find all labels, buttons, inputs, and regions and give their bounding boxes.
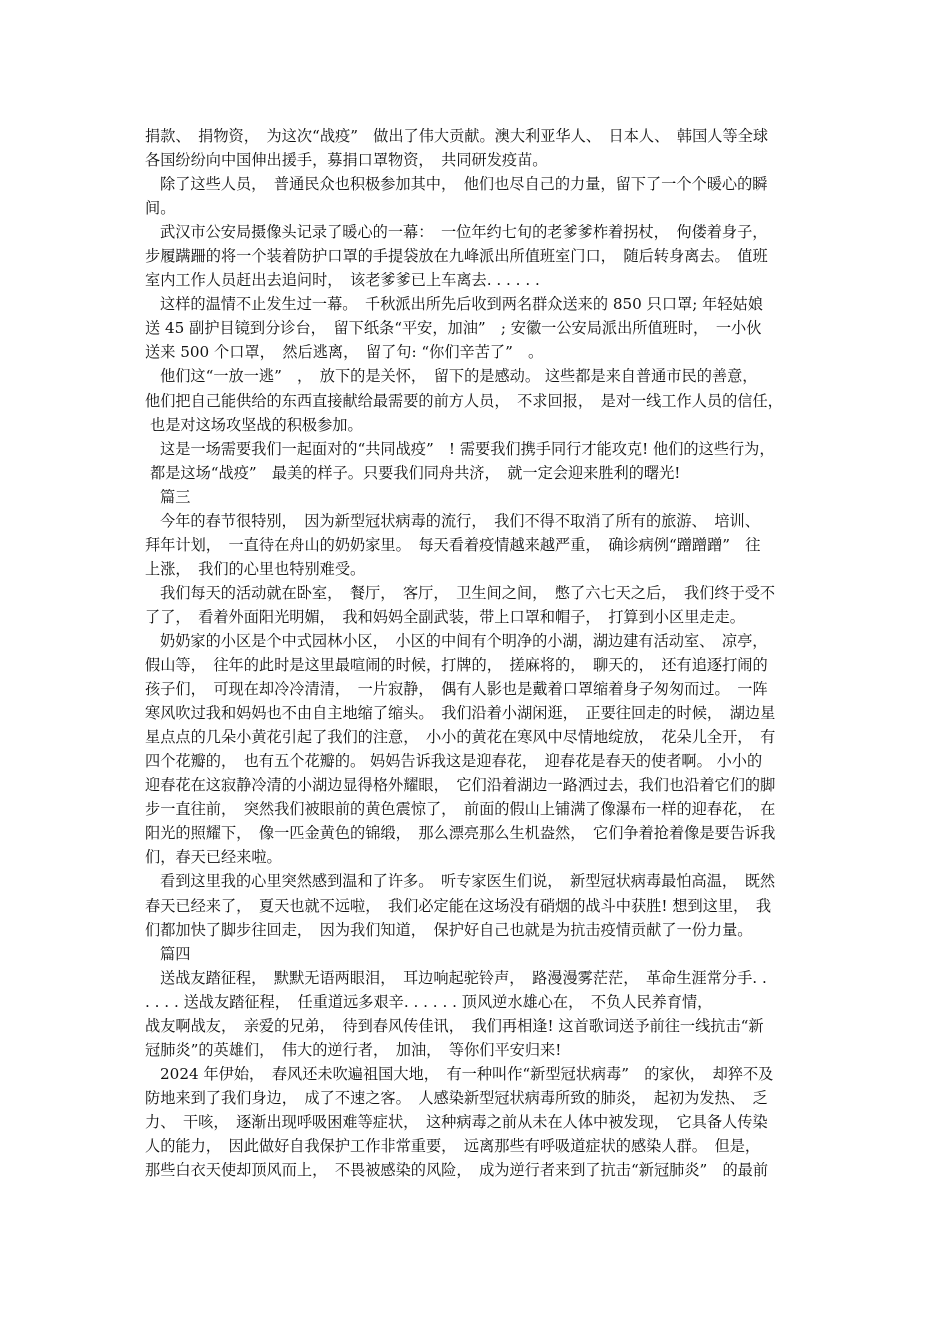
text-line: 春天已经来了， 夏天也就不远啦， 我们必定能在这场没有硝烟的战斗中获胜! 想到这里， 我 [145,896,772,915]
text-line: 都是这场“战疫” 最美的样子。只要我们同舟共济， 就一定会迎来胜利的曙光! [150,463,681,482]
text-line: 拜年计划， 一直待在舟山的奶奶家里。 每天看着疫情越来越严重， 确诊病例“蹭蹭蹭” 往 [145,535,761,554]
text-line: 们，春天已经来啦。 [145,848,282,867]
text-line: 室内工作人员赶出去追问时， 该老爹爹已上车离去. . . . . . [145,271,540,290]
text-line: 防地来到了我们身边， 成了不速之客。 人感染新型冠状病毒所致的肺炎， 起初为发热、 乏 [145,1088,768,1107]
text-line: 篇三 [160,487,191,506]
text-line: 他们把自己能供给的东西直接献给最需要的前方人员， 不求回报， 是对一线工作人员的信任， [145,391,783,410]
text-line: . . . . 送战友踏征程， 任重道远多艰辛. . . . . . 顶风逆水雄心在， 不负人民养育情， [145,992,713,1011]
text-line: 阳光的照耀下， 像一匹金黄色的锦缎， 那么漂亮那么生机盎然， 它们争着抢着像是要告诉我 [145,824,776,843]
text-line: 我们每天的活动就在卧室， 餐厅， 客厅， 卫生间之间， 憋了六七天之后， 我们终于受不 [160,583,776,602]
text-line: 星点点的几朵小黄花引起了我们的注意， 小小的黄花在寒风中尽情地绽放， 花朵儿全开， 有 [145,728,776,747]
text-line: 寒风吹过我和妈妈也不由自主地缩了缩头。 我们沿着小湖闲逛， 正要往回走的时候， 湖边星 [145,704,776,723]
text-line: 迎春花在这寂静冷清的小湖边显得格外耀眼， 它们沿着湖边一路洒过去，我们也沿着它们的脚 [145,776,776,795]
text-line: 这是一场需要我们一起面对的“共同战疫” ! 需要我们携手同行才能攻克! 他们的这些行为， [160,439,775,458]
text-line: 战友啊战友， 亲爱的兄弟， 待到春风传佳讯， 我们再相逢! 这首歌词送予前往一线抗击“新 [145,1016,764,1035]
text-line: 2024 年伊始， 春风还未吹遍祖国大地， 有一种叫作“新型冠状病毒” 的家伙， 却猝不及 [160,1064,774,1083]
document-body [145,124,815,1182]
text-line: 他们这“一放一逃” ， 放下的是关怀， 留下的是感动。 这些都是来自普通市民的善意， [160,367,758,386]
text-line: 除了这些人员， 普通民众也积极参加其中， 他们也尽自己的力量，留下了一个个暖心的瞬 [160,175,768,194]
text-line: 送战友踏征程， 默默无语两眼泪， 耳边响起驼铃声， 路漫漫雾茫茫， 革命生涯常分手. . [160,968,767,987]
text-line: 看到这里我的心里突然感到温和了许多。 听专家医生们说， 新型冠状病毒最怕高温， 既然 [160,872,776,891]
text-line: 今年的春节很特别， 因为新型冠状病毒的流行， 我们不得不取消了所有的旅游、 培训、 [160,511,760,530]
text-line: 假山等， 往年的此时是这里最喧闹的时候，打牌的， 搓麻将的， 聊天的， 还有追逐打闹的 [145,656,768,675]
text-line: 上涨， 我们的心里也特别难受。 [145,559,366,578]
text-line: 四个花瓣的， 也有五个花瓣的。 妈妈告诉我这是迎春花， 迎春花是春天的使者啊。 小小的 [145,752,763,771]
text-line: 奶奶家的小区是个中式园林小区， 小区的中间有个明净的小湖，湖边建有活动室、 凉亭， [160,631,768,650]
text-line: 那些白衣天使却顶风而上， 不畏被感染的风险， 成为逆行者来到了抗击“新冠肺炎” 的最前 [145,1161,769,1180]
text-line: 孩子们， 可现在却冷冷清清， 一片寂静， 偶有人影也是戴着口罩缩着身子匆匆而过。 一阵 [145,680,768,699]
text-line: 人的能力， 因此做好自我保护工作非常重要， 远离那些有呼吸道症状的感染人群。 但是， [145,1136,761,1155]
text-line: 力、 干咳， 逐渐出现呼吸困难等症状， 这种病毒之前从未在人体中被发现， 它具备人传染 [145,1112,768,1131]
text-line: 这样的温情不止发生过一幕。 千秋派出所先后收到两名群众送来的 850 只口罩; 年轻姑娘 [160,295,763,314]
text-line: 各国纷纷向中国伸出援手，募捐口罩物资， 共同研发疫苗。 [145,151,548,170]
text-line: 捐款、 捐物资， 为这次“战疫” 做出了伟大贡献。澳大利亚华人、 日本人、 韩国人等全球 [145,127,769,145]
text-line: 武汉市公安局摄像头记录了暖心的一幕： 一位年约七旬的老爹爹柞着拐杖， 佝偻着身子， [160,223,768,242]
text-line: 了了， 看着外面阳光明媚， 我和妈妈全副武装，带上口罩和帽子， 打算到小区里走走。 [145,607,745,626]
text-line: 冠肺炎”的英雄们， 伟大的逆行者， 加油， 等你们平安归来! [145,1040,562,1059]
text-line: 步履蹒跚的将一个装着防护口罩的手提袋放在九峰派出所值班室门口， 随后转身离去。 值班 [145,247,768,266]
text-line: 篇四 [160,944,191,963]
text-line: 步一直往前， 突然我们被眼前的黄色震惊了， 前面的假山上铺满了像瀑布一样的迎春花， 在 [145,800,776,819]
text-line: 送来 500 个口罩， 然后逃离， 留了句: “你们辛苦了” 。 [145,343,544,362]
text-line: 也是对这场攻坚战的积极参加。 [150,415,363,434]
text-line: 们都加快了脚步往回走， 因为我们知道， 保护好自己也就是为抗击疫情贡献了一份力量。 [145,920,753,939]
text-line: 间。 [145,199,176,218]
text-line: 送 45 副护目镜到分诊台， 留下纸条“平安，加油” ; 安徽一公安局派出所值班时， 一小伙 [145,319,762,338]
